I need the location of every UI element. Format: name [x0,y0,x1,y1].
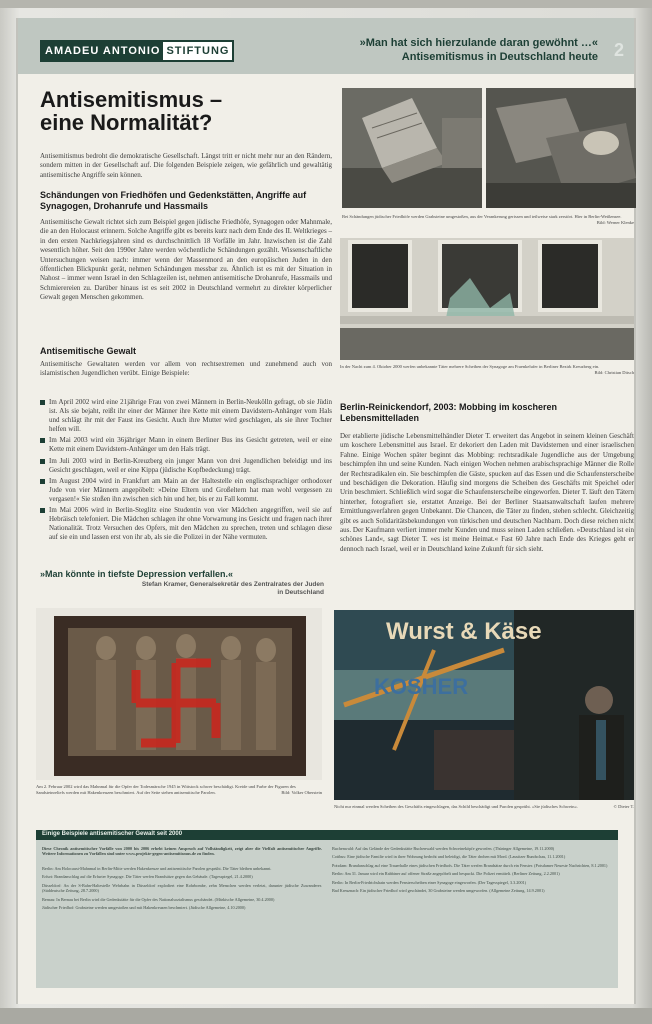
chronicle-entry: Berlin: Am 31. Januar wird ein Rabbiner auf offener Straße angepöbelt und bespuckt. Die Polizei ermittelt. (Berliner Zeitung, 2.2.2001) [332,871,560,877]
chronicle-entry: Bernau: In Bernau bei Berlin wird die Gedenkstätte für die Opfer des Nationalsozialismus geschändet. (Märkische Allgemeine, 30.4.2000) [42,896,275,902]
poster [16,18,636,1004]
logo-text-part2: STIFTUNG [163,42,232,60]
stand-top-rail [0,0,652,8]
title-line1: Antisemitismus – [40,87,223,112]
broken-windows-image [340,238,634,360]
section3-text: Der etablierte jüdische Lebensmittelhändler Dieter T. erweitert das Angebot in seinem kleinen Geschäft um koschere Lebensmittel aus Israel. Er dekoriert den Laden mit Davidsternen und einer israelischen Fahne. Einige Wochen später beginnt das Mobbing: rechtsradikale Jugendliche aus der Umgebung beschimpfen ihn und seine Kunden. Nach einigen Wochen nehmen arabischsprachige Männer die Rolle der Rechtsradikalen ein. Sie beschimpfen die Gäste, spucken auf das Essen und die Schaufensterscheibe und beschädigen die Dekoration. Häufig sind morgens die Scheiben des Geschäfts mit Speichel oder Urin beschmiert. Schließlich wird sogar die Schaufensterscheibe eingeworfen. Dieter T. läuft den Tätern hinterher, fotografiert sie, erstattet Anzeige. Bei der Berliner Staatsanwaltschaft laufen mehrere Ermittlungsverfahren gegen Unbekannt. Die Chancen, die Täter zu finden, stehen schlecht. Gleichzeitig gibt es auch Solidaritätsbekundungen von türkischen und deutschen Nachbarn. Doch diese reichen nicht aus. Der Kaufmann verliert immer mehr Kunden und muss seinen Laden schließen. »Deutschland ist ein schönes Land«, sagt Dieter T. »es ist meine Heimat.« Fast 60 Jahre nach Ende des Krieges geht er dennoch nach Israel, weil er in Deutschland keine Zukunft für sich sieht. [340,432,634,553]
caption-text: Nicht nur einmal werden Scheiben des Geschäfts eingeschlagen, das Schild beschädigt und Parolen gesprüht. »Sie jüdisches Schwein«. [334,804,578,809]
photo3-caption [36,784,322,796]
pull-quote: »Man könnte in tiefste Depression verfallen.« [40,569,234,579]
caption-credit: Bild: Volker Oberstein [281,790,322,795]
caption-text: Am 2. Februar 2002 wird das Mahnmal für die Opfer der Todesmärsche 1945 in Wittstock schwer beschädigt. Kreide und Farbe der Figuren des Sandsteinreliefs werden mit Hakenkreuzen beschmiert. Auf der Seite stehen antisemitische Parolen. [36,784,296,795]
section1-text: Antisemitische Gewalt richtet sich zum Beispiel gegen jüdische Friedhöfe, Synagogen oder Mahnmale, die an den Holocaust erinnern. Solche Angriffe gibt es bereits kurz nach dem Ende des II. Weltkrieges – in den ersten Nachkriegsjahren sind es durchschnittlich 18 Vorfälle im Jahr. Inzwischen ist die Zahl wesentlich höher. Seit den 1990er Jahre werden wöchentliche Schändungen gezählt. Wissenschaftliche Untersuchungen weisen nach: immer wenn der Massenmord an den europäischen Juden in den öffentlichen Blickpunkt gerät, nehmen Schändungen messbar zu. Ähnlich ist es mit der Situation in Nahost – immer wenn Israel in den Schlagzeilen ist, nehmen antisemitische Drohanrufe, Hassmails und Schmierereien zu. Darüber hinaus ist es seit 2002 in Deutschland vermehrt zu direkter körperlicher Gewalt gegen Menschen gekommen. [40,218,332,302]
chronicle-column-right [332,846,612,896]
intro-paragraph: Antisemitismus bedroht die demokratische Gesellschaft. Längst tritt er nicht mehr nur an den Rändern, sondern mitten in der Gesellschaft auf. Die folgenden Beispiele zeigen, wie gefährlich und gewaltätig antisemitische Angriffe sein können. [40,152,332,179]
chronicle-entry: Jüdischer Friedhof: Grabsteine werden umgestoßen und mit Hakenkreuzen beschmiert. (Jüdische Allgemeine, 4.10.2000) [42,905,246,911]
photo1-caption [342,214,634,226]
list-item: Im August 2004 wird in Frankfurt am Main an der Haltestelle ein englischsprachiger orthodoxer Jude von vier Männern angepöbelt: »Deine Eltern und Großeltern hat man wohl vergessen zu vergasen!« Sie stoßen ihn zwischen sich hin und her, bis er zu Fall kommt. [40,477,332,504]
header-quote-line1: »Man hat sich hierzulande daran gewöhnt …« [359,37,598,49]
photo-memorial [36,608,322,780]
list-item: Im Mai 2006 wird in Berlin-Steglitz eine Studentin von vier Mädchen angegriffen, weil sie auf Hebräisch telefoniert. Die Mädchen schlagen ihr ohne Vorwarnung ins Gesicht und fragen nach ihrer Nationalität. Trotz Versuchen des Opfers, mit den Mädchen zu sprechen, treten und schlagen diese auf sie ein und lassen erst von ihr ab, als sie die Polizei in der Nähe vermuten. [40,506,332,542]
list-item: Im Mai 2003 wird ein 36jähriger Mann in einem Berliner Bus ins Gesicht getreten, weil er eine Kette mit einem Davidstern-Anhänger um den Hals trägt. [40,436,332,454]
section1-heading: Schändungen von Friedhöfen und Gedenkstätten, Angriffe auf Synagogen, Drohanrufe und Hassmails [40,190,307,211]
foundation-logo [40,40,234,62]
list-item: Im April 2002 wird eine 21jährige Frau von zwei Männern in Berlin-Neukölln gefragt, ob sie Jüdin ist. Als sie bejaht, reißt ihr einer der Männer ihre Kette mit einem Davidstern-Anhänger vom Hals und schlägt ihr mit der Faust ins Gesicht. Auch ihre Mutter wird geschlagen, als sie ihrer Tochter helfen will. [40,398,332,434]
chronicle-entry: Cottbus: Eine jüdische Familie wird in ihrer Wohnung bedroht und beleidigt, die Täter drohen mit Mord. (Lausitzer Rundschau, 11.1.2001) [332,854,566,860]
shop-sign-text: Wurst & Käse [386,618,542,645]
chronicle-entry: Bad Kreuznach: Ein jüdischer Friedhof wird geschändet, 30 Grabsteine werden umgeworfen. (Allgemeine Zeitung, 14.9.2001) [332,888,545,894]
memorial-relief-image [36,608,322,780]
chronicle-entry: Buchenwald: Auf das Gelände der Gedenkstätte Buchenwald werden Schweineköpfe geworfen. (Thüringer Allgemeine, 19.11.2000) [332,846,555,851]
chronicle-entry: Berlin: Am Holocaust-Mahnmal in Berlin-Mitte werden Hakenkreuze und antisemitische Parolen gesprüht. Die Täter bleiben unbekannt. [42,866,272,871]
caption-credit: © Dieter T. [613,804,634,809]
chronicle-entry: Düsseldorf: An der S-Bahn-Haltestelle Wehrhahn in Düsseldorf explodiert eine Rohrbombe, zehn Menschen werden verletzt, darunter jüdische Zuwanderer. (Süddeutsche Zeitung, 28.7.2000) [42,882,322,894]
page-number: 2 [613,40,624,60]
section2-text: Antisemitische Gewaltaten werden vor allem von rechtsextremen und zunehmend auch von islamistischen Jugendlichen verübt. Einige Beispiele: [40,360,332,378]
chronicle-intro: Diese Chronik antisemitischer Vorfälle von 2000 bis 2006 erhebt keinen Anspruch auf Vollständigkeit, zeigt aber die Vielfalt antisemitischer Angriffe. Weitere Informationen zu Vorfällen sind unter www.projekte-gegen-antisemitismus.de zu finden. [42,846,322,857]
page-title [40,88,340,134]
photo-kosher-shop [334,610,634,800]
list-item: Im Juli 2003 wird in Berlin-Kreuzberg ein junger Mann von drei Jugendlichen beleidigt und ins Gesicht geschlagen, weil er eine Kippa (jüdische Kopfbedeckung) trägt. [40,457,332,475]
chronicle-entry: Potsdam: Brandanschlag auf eine Trauerhalle eines jüdischen Friedhofs. Die Täter werfen Brandsätze durch ein Fenster. (Potsdamer Neueste Nachrichten, 8.1.2001) [332,862,608,868]
photo-gravestones-1 [342,88,482,208]
chronicle-entry: Berlin: In Berlin-Friedrichshain werden Fensterscheiben einer Synagoge eingeworfen. (Der Tagesspiegel, 3.3.2001) [332,879,527,885]
quote-attribution: Stefan Kramer, Generalsekretär des Zentralrates der Juden in Deutschland [141,581,324,596]
violence-examples-list [40,398,332,544]
logo-text-part1: AMADEU ANTONIO [42,42,163,60]
section3-heading: Berlin-Reinickendorf, 2003: Mobbing im koscheren Lebensmittelladen [340,402,558,423]
broken-gravestone-image [486,88,636,208]
chronicle-box [36,830,618,988]
section2-heading: Antisemitische Gewalt [40,346,137,356]
photo4-caption [334,804,634,810]
chronicle-header-bar [36,830,618,840]
poster-header [18,18,634,74]
chronicle-entry: Erfurt: Brandanschlag auf die Erfurter Synagoge. Die Täter werfen Brandsätze gegen das Gebäude. (Tagesspiegel, 21.4.2000) [42,874,253,880]
caption-credit: Bild: Werner Klenke [596,220,634,225]
kosher-sign-text: KOSHER [374,674,469,699]
title-line2: eine Normalität? [40,110,213,135]
photo2-caption [340,364,634,376]
photo-synagogue-windows [340,238,634,360]
caption-text: In der Nacht zum 4. Oktober 2000 werfen unbekannte Täter mehrere Scheiben der Synagoge am Fraenkelufer in Berliner Bezirk Kreuzberg ein. [340,364,600,369]
header-quote [298,36,598,64]
chronicle-column-left [42,866,322,913]
gravestone-image [342,88,482,208]
stand-bottom-rail [0,1008,652,1024]
header-quote-line2: Antisemitismus in Deutschland heute [401,51,598,63]
caption-credit: Bild: Christian Ditsch [594,370,634,375]
photo-gravestones-2 [486,88,636,208]
caption-text: Bei Schändungen jüdischer Friedhöfe werden Grabsteine umgestoßen, aus der Verankerung gerissen und teilweise stark zerstört. Hier in Berlin-Weißensee. [342,214,622,219]
chronicle-heading: Einige Beispiele antisemitischer Gewalt seit 2000 [42,831,183,837]
